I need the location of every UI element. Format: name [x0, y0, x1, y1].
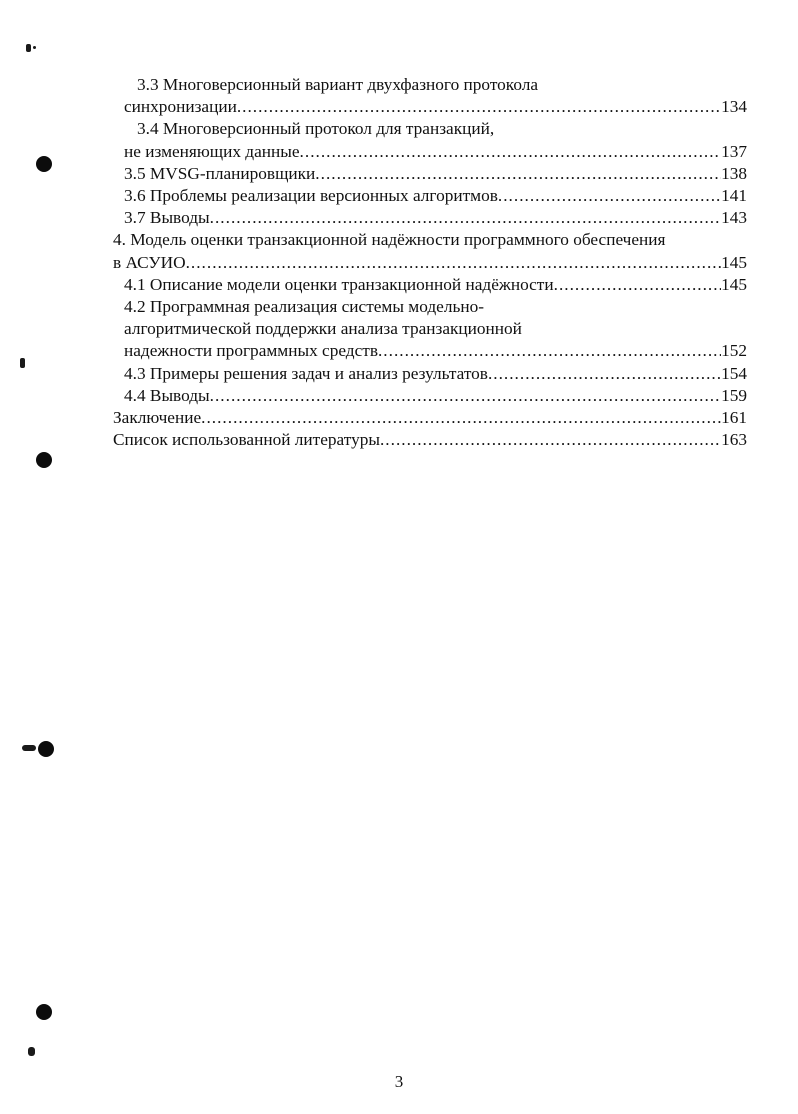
toc-entry-title: 4.1 Описание модели оценки транзакционной надёжности: [124, 274, 554, 294]
toc-entry-3-6: [113, 185, 747, 207]
toc-page-number: 134: [721, 97, 747, 117]
toc-entry-title: алгоритмической поддержки анализа транзакционной: [124, 319, 522, 339]
toc-page-number: 145: [721, 252, 747, 272]
toc-entry-4-4: [113, 385, 747, 407]
dot-leader: [210, 385, 721, 407]
toc-entry-3-3-cont: [113, 96, 747, 118]
toc-entry-4-3: [113, 363, 747, 385]
dot-leader: [210, 207, 721, 229]
toc-entry-3-7: [113, 207, 747, 229]
toc-entry-3-5: [113, 163, 747, 185]
toc-entry-title: синхронизации: [124, 97, 237, 117]
toc-page-number: 152: [721, 341, 747, 361]
toc-entry-title: 3.7 Выводы: [124, 208, 210, 228]
dot-leader: [378, 340, 721, 362]
dot-leader: [488, 363, 721, 385]
scan-speck: [28, 1047, 35, 1056]
toc-entry-4-1: [113, 274, 747, 296]
page-number: 3: [394, 1072, 404, 1091]
scan-speck: [20, 358, 25, 368]
toc-entry-title: 3.5 MVSG-планировщики: [124, 163, 316, 183]
scan-speck: [33, 46, 36, 49]
toc-entry-title: Список использованной литературы: [113, 430, 380, 450]
dot-leader: [201, 407, 721, 429]
toc-entry-conclusion: [113, 407, 747, 429]
toc-entry-title: в АСУИО: [113, 252, 186, 272]
dot-leader: [237, 96, 721, 118]
toc-entry-chapter-4: [113, 229, 747, 251]
toc-entry-3-4: [113, 118, 747, 140]
toc-entry-title: не изменяющих данные: [124, 141, 300, 161]
punch-hole: [38, 741, 54, 757]
punch-hole: [36, 156, 52, 172]
toc-page-number: 143: [721, 208, 747, 228]
toc-entry-4-2-cont2: [113, 340, 747, 362]
toc-page-number: 154: [721, 363, 747, 383]
toc-entry-title: 4.4 Выводы: [124, 385, 210, 405]
toc-page-number: 138: [721, 163, 747, 183]
toc-entry-title: Заключение: [113, 408, 202, 428]
toc-entry-title: 4. Модель оценки транзакционной надёжности программного обеспечения: [113, 230, 666, 250]
punch-hole: [36, 452, 52, 468]
toc-entry-title: надежности программных средств: [124, 341, 378, 361]
toc-entry-title: 4.3 Примеры решения задач и анализ результатов: [124, 363, 488, 383]
toc-entry-title: 4.2 Программная реализация системы модельно-: [124, 297, 484, 317]
toc-entry-references: [113, 429, 747, 451]
toc-page-number: 137: [721, 141, 747, 161]
toc-page-number: 145: [721, 274, 747, 294]
dot-leader: [498, 185, 721, 207]
toc-page-number: 141: [721, 186, 747, 206]
dot-leader: [315, 163, 721, 185]
toc-entry-4-2-cont: [113, 318, 747, 340]
scan-speck: [26, 44, 31, 52]
punch-hole: [36, 1004, 52, 1020]
dot-leader: [554, 274, 721, 296]
toc-entry-chapter-4-cont: [113, 252, 747, 274]
toc-page-number: 159: [721, 385, 747, 405]
toc-entry-3-4-cont: [113, 141, 747, 163]
toc-entry-title: 3.4 Многоверсионный протокол для транзакций,: [137, 119, 495, 139]
table-of-contents: [113, 74, 747, 451]
toc-page-number: 161: [721, 408, 747, 428]
toc-entry-3-3: [113, 74, 747, 96]
dot-leader: [380, 429, 721, 451]
scan-speck: [22, 745, 36, 751]
toc-entry-title: 3.6 Проблемы реализации версионных алгоритмов: [124, 186, 498, 206]
toc-entry-4-2: [113, 296, 747, 318]
toc-entry-title: 3.3 Многоверсионный вариант двухфазного протокола: [137, 75, 539, 94]
dot-leader: [186, 252, 721, 274]
dot-leader: [300, 141, 722, 163]
toc-page-number: 163: [721, 430, 747, 450]
